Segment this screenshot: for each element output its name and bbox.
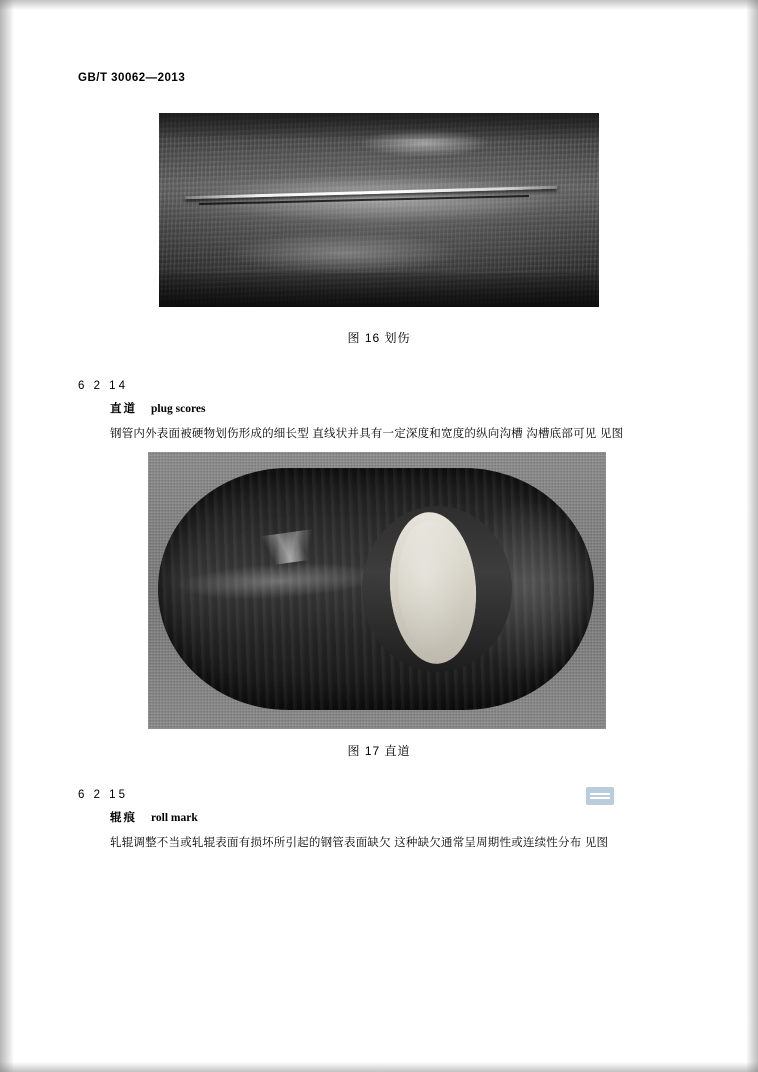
figure-16-vignette-top — [159, 113, 599, 139]
scan-artifact-line-2 — [590, 797, 610, 799]
figure-17-tube-body — [158, 468, 594, 710]
term-chinese-6-2-14: 直道 — [110, 403, 137, 415]
figure-16-highlight-lower — [229, 233, 459, 273]
definition-text-6-2-15: 轧辊调整不当或轧辊表面有损坏所引起的钢管表面缺欠 这种缺欠通常呈周期性或连续性分布 见图 — [110, 837, 609, 849]
clause-number-6-2-15: 6 2 15 — [78, 789, 128, 801]
page-edge-shadow-bottom — [0, 1062, 758, 1072]
figure-17-image — [148, 452, 606, 729]
definition-paragraph-6-2-14 — [78, 424, 678, 444]
scan-artifact-icon — [586, 787, 614, 805]
clause-number-6-2-14: 6 2 14 — [78, 380, 128, 392]
term-english-6-2-15: roll mark — [151, 812, 198, 824]
definition-text-6-2-14: 钢管内外表面被硬物划伤形成的细长型 直线状并具有一定深度和宽度的纵向沟槽 沟槽底部可见 见图 — [110, 428, 624, 440]
page-edge-shadow-right — [746, 0, 758, 1072]
figure-16-image — [159, 113, 599, 307]
figure-16-caption: 图 16 划伤 — [347, 331, 411, 345]
figure-16-vignette-bottom — [159, 273, 599, 307]
figure-17-caption: 图 17 直道 — [347, 744, 411, 758]
page-header-standard-number: GB/T 30062—2013 — [78, 72, 186, 84]
term-english-6-2-14: plug scores — [151, 403, 206, 415]
term-entry-6-2-15 — [110, 809, 198, 825]
term-chinese-6-2-15: 辊痕 — [110, 812, 137, 824]
page-edge-shadow-left — [0, 0, 14, 1072]
definition-paragraph-6-2-15 — [78, 833, 678, 853]
scan-artifact-line-1 — [590, 793, 610, 795]
term-entry-6-2-14 — [110, 400, 205, 416]
page-edge-shadow-top — [0, 0, 758, 10]
